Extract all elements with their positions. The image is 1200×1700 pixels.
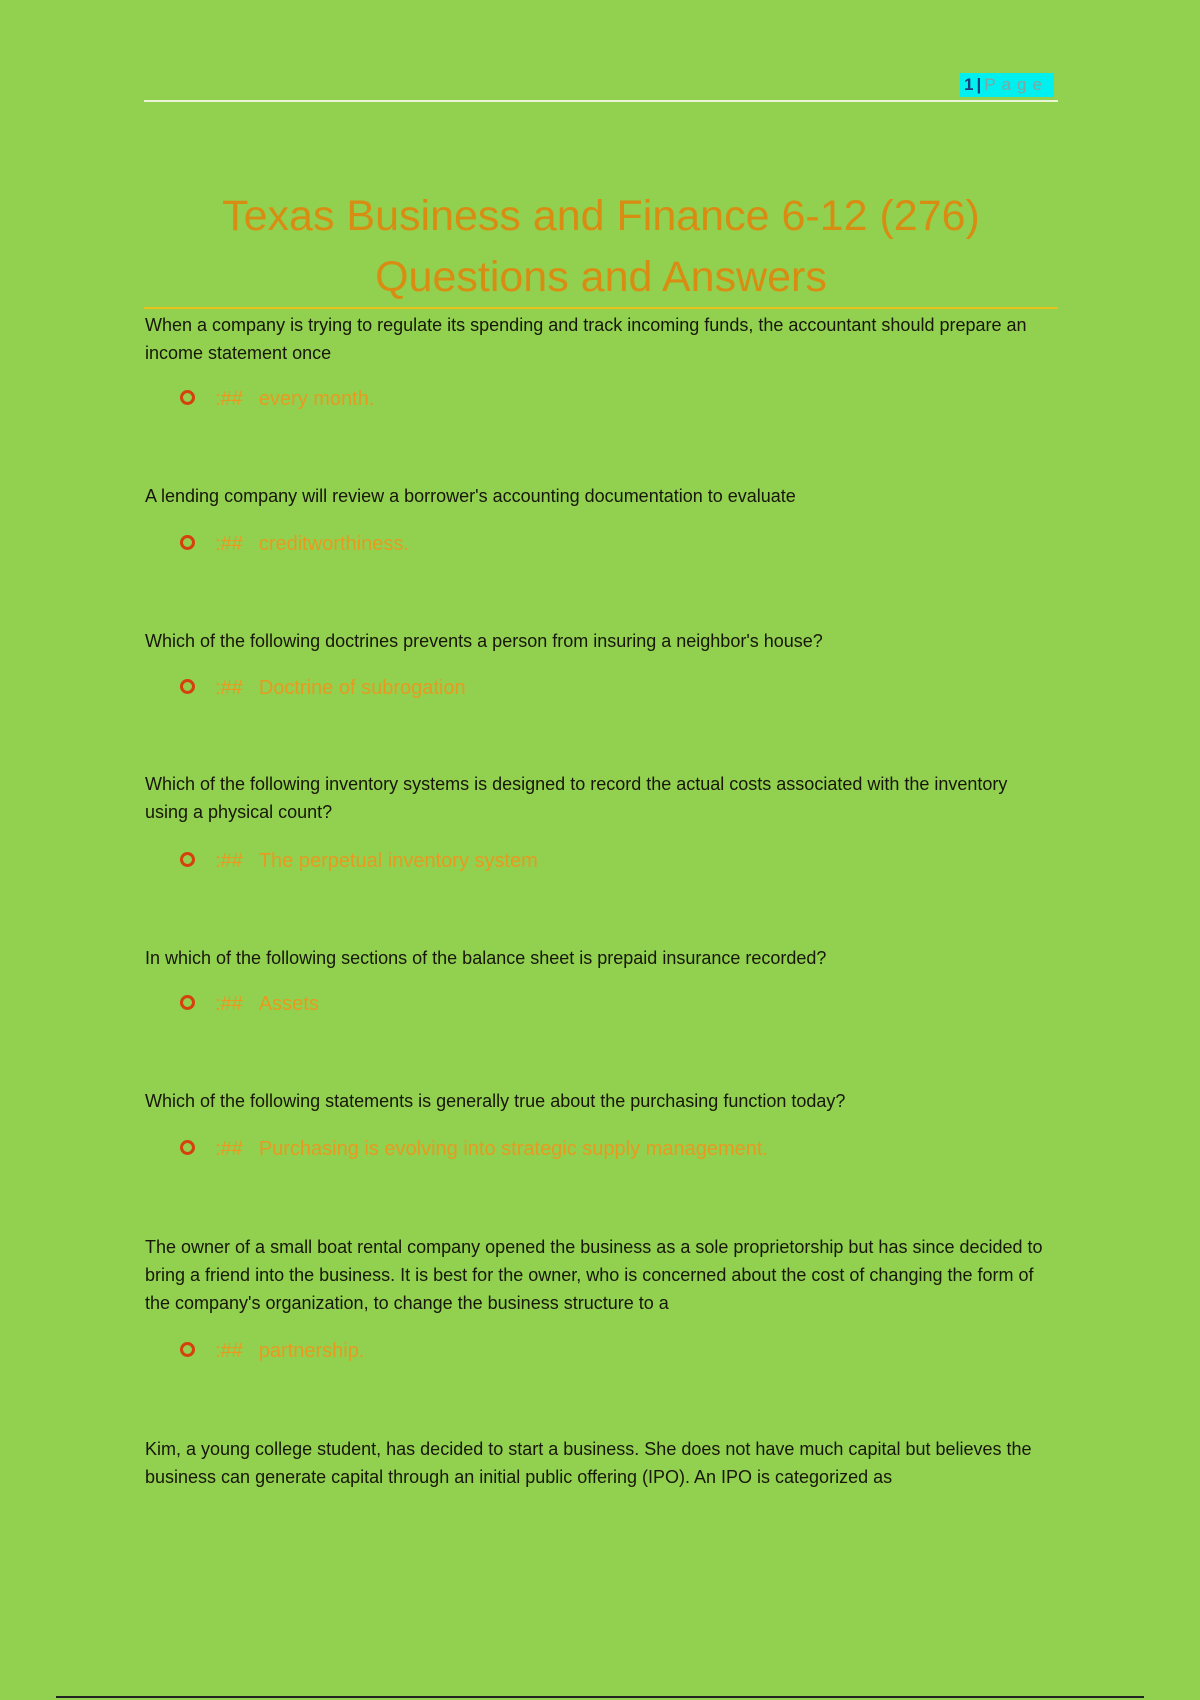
question-2: A lending company will review a borrower's accounting documentation to evaluate <box>145 486 796 506</box>
answer-text: Assets <box>258 993 319 1015</box>
answer-1 <box>180 384 374 414</box>
answer-marker: :## <box>215 1138 243 1160</box>
question-7: The owner of a small boat rental company opened the business as a sole proprietorship but has since decided to bring a friend into the business. It is best for the owner, who is concerned about the cost of changing the form of the company's organization, to change the business structure to a <box>145 1237 1043 1313</box>
answer-marker: :## <box>215 850 243 872</box>
answer-3 <box>180 673 466 703</box>
page-number-label <box>960 73 1054 97</box>
answer-6 <box>180 1134 768 1164</box>
answer-text: creditworthiness. <box>258 533 409 555</box>
bullet-icon <box>180 995 195 1010</box>
answer-4 <box>180 846 538 876</box>
answer-marker: :## <box>215 533 243 555</box>
page-number: 1 <box>964 75 974 94</box>
question-5: In which of the following sections of the balance sheet is prepaid insurance recorded? <box>145 948 827 968</box>
question-8: Kim, a young college student, has decided to start a business. She does not have much capital but believes the business can generate capital through an initial public offering (IPO). An IPO is categorized as <box>145 1439 1032 1487</box>
answer-marker: :## <box>215 1340 243 1362</box>
page-separator: | <box>976 75 982 94</box>
question-4: Which of the following inventory systems is designed to record the actual costs associated with the inventory using a physical count? <box>145 774 1008 822</box>
answer-text: Purchasing is evolving into strategic supply management. <box>258 1138 768 1160</box>
answer-text: The perpetual inventory system <box>258 850 538 872</box>
answer-marker: :## <box>215 388 243 410</box>
answer-text: partnership. <box>258 1340 365 1362</box>
question-3: Which of the following doctrines prevents a person from insuring a neighbor's house? <box>145 631 823 651</box>
answer-marker: :## <box>215 677 243 699</box>
bullet-icon <box>180 679 195 694</box>
answer-marker: :## <box>215 993 243 1015</box>
answer-text: Doctrine of subrogation <box>258 677 466 699</box>
footer-rule <box>56 1696 1144 1698</box>
bullet-icon <box>180 1342 195 1357</box>
bullet-icon <box>180 535 195 550</box>
answer-5 <box>180 989 319 1019</box>
header-rule <box>144 100 1058 102</box>
title-line-1: Texas Business and Finance 6-12 (276) <box>222 192 980 240</box>
bullet-icon <box>180 390 195 405</box>
answer-7 <box>180 1336 364 1366</box>
question-6: Which of the following statements is generally true about the purchasing function today? <box>145 1091 846 1111</box>
document-title <box>144 186 1058 308</box>
answer-text: every month. <box>258 388 375 410</box>
title-rule <box>144 307 1058 309</box>
bullet-icon <box>180 1140 195 1155</box>
question-1: When a company is trying to regulate its spending and track incoming funds, the accountant should prepare an income statement once <box>145 315 1027 363</box>
answer-2 <box>180 529 409 559</box>
title-line-2: Questions and Answers <box>375 253 827 301</box>
page-word: Page <box>984 75 1048 94</box>
bullet-icon <box>180 852 195 867</box>
